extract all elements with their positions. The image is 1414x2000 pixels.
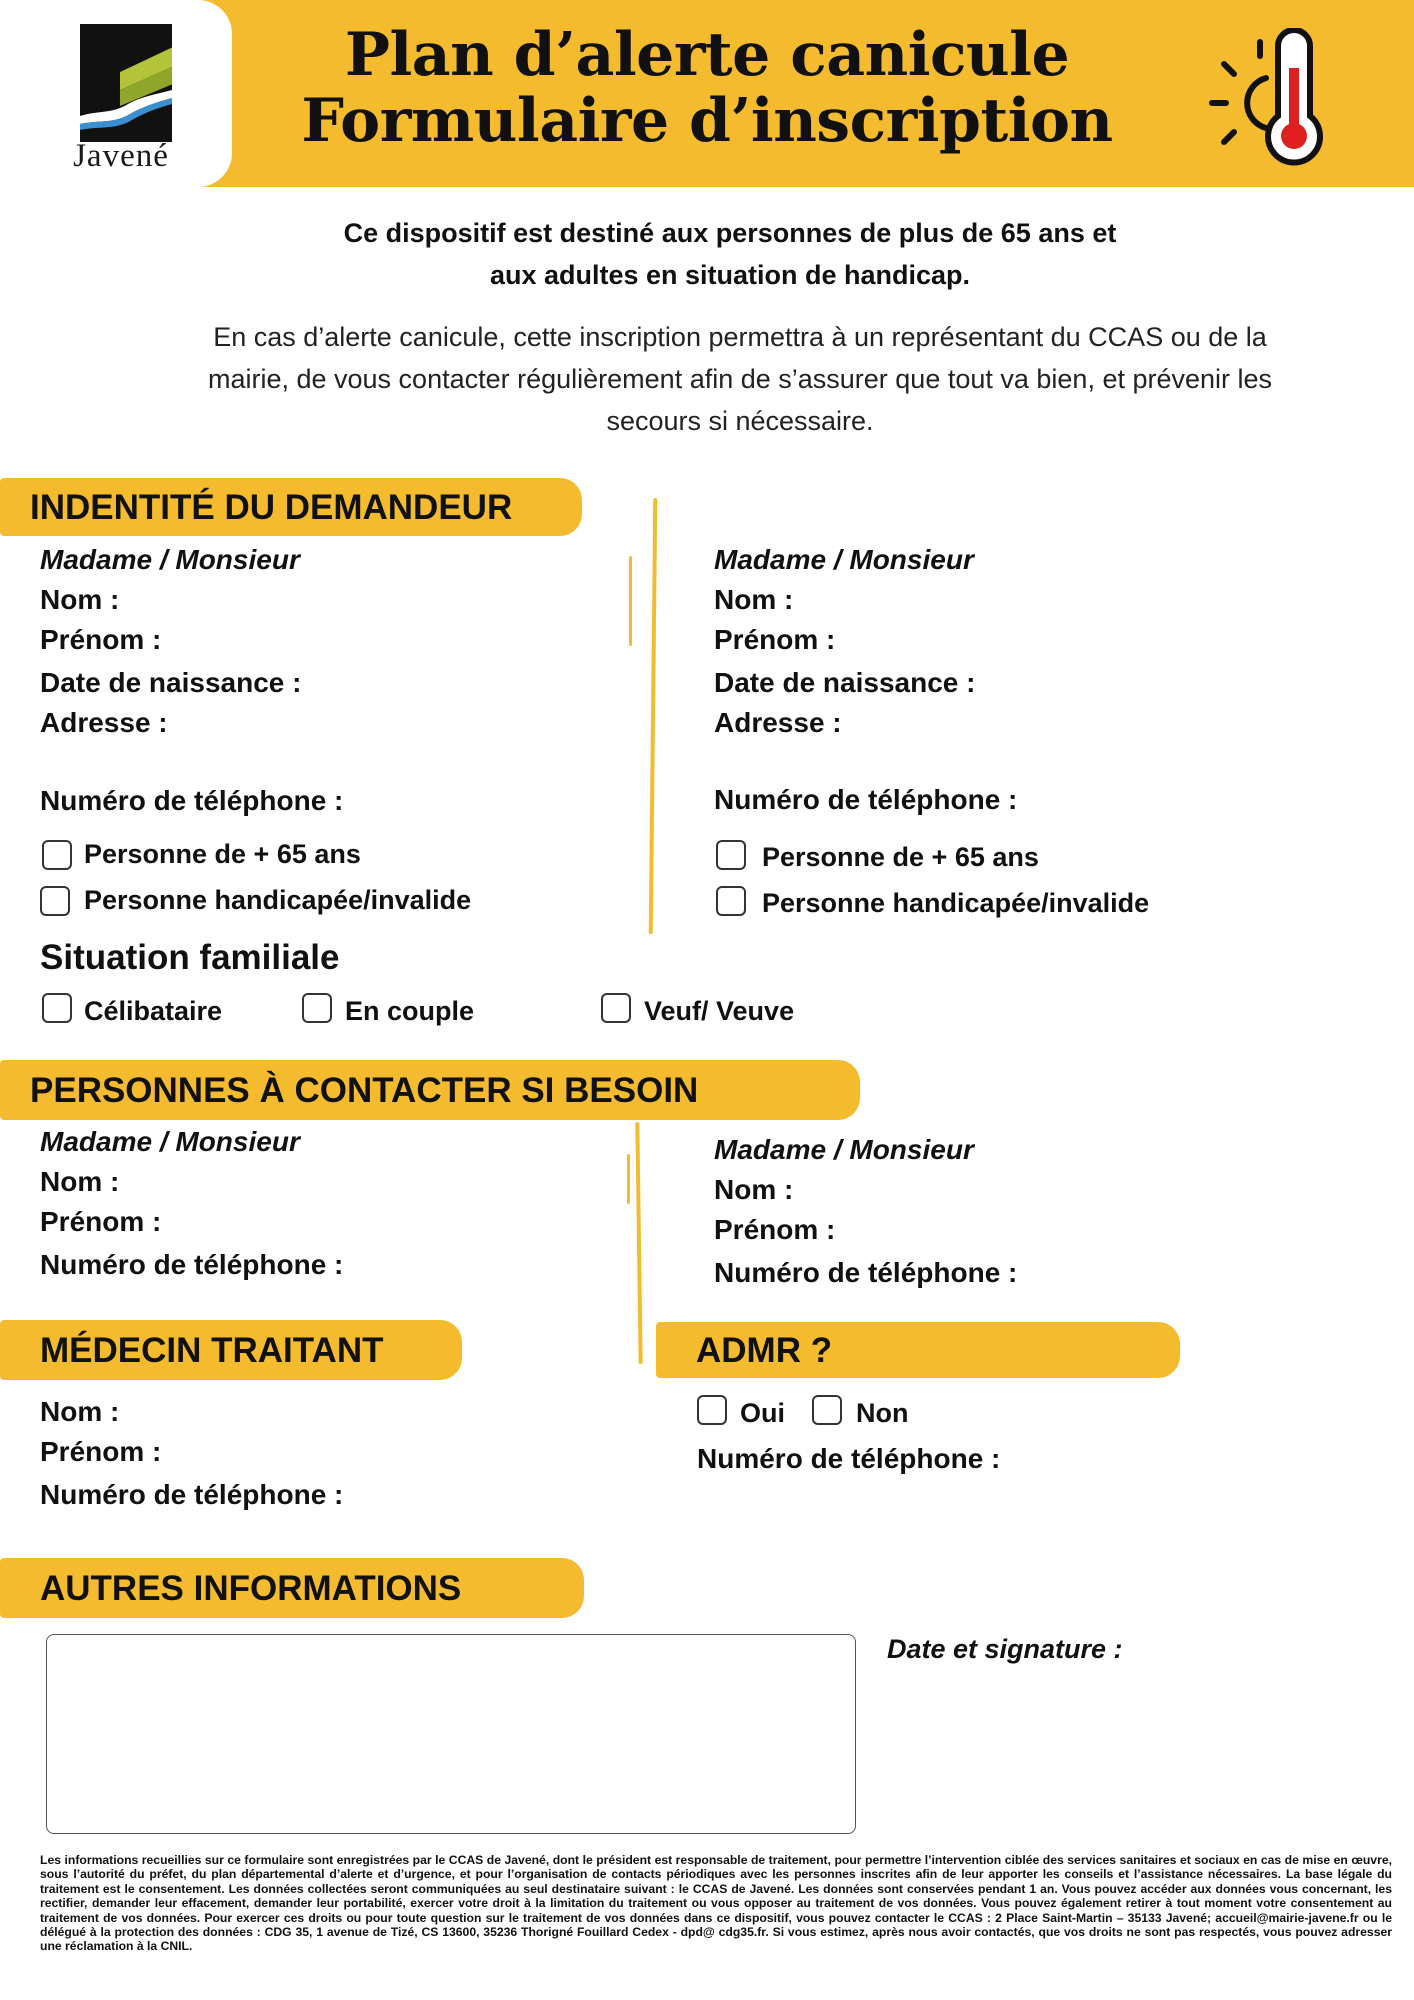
situation-veuf: Veuf/ Veuve [644,996,795,1026]
contacts-right-prenom: Prénom : [714,1214,836,1245]
situation-celibataire: Célibataire [84,996,223,1026]
identite-right-civilite: Madame / Monsieur [714,544,974,575]
situation-checkbox-veuf[interactable] [601,993,631,1023]
situation-couple: En couple [345,996,475,1026]
divider-contacts [635,1122,642,1364]
intro-bold-line1: Ce dispositif est destiné aux personnes de plus de 65 ans et [343,218,1117,248]
situation-checkbox-couple[interactable] [302,993,332,1023]
identite-left-checkbox-65[interactable] [42,840,72,870]
medecin-nom: Nom : [40,1396,120,1427]
divider-identite-stroke [629,556,632,646]
identite-left-prenom: Prénom : [40,624,162,655]
contacts-left-nom: Nom : [40,1166,120,1197]
identite-left-checkbox-handicap[interactable] [40,886,70,916]
situation-checkbox-celibataire[interactable] [42,993,72,1023]
identite-right-option-handicap: Personne handicapée/invalide [762,888,1150,918]
contacts-right-telephone: Numéro de téléphone : [714,1257,1018,1288]
admr-non: Non [856,1398,909,1428]
contacts-right-civilite: Madame / Monsieur [714,1134,974,1165]
identite-right-option-65: Personne de + 65 ans [762,842,1039,872]
identite-right-checkbox-handicap[interactable] [716,886,746,916]
javene-logo-icon [80,24,172,142]
contacts-left-civilite: Madame / Monsieur [40,1126,300,1157]
logo-text: Javené [73,138,169,174]
section-contacts-title: PERSONNES À CONTACTER SI BESOIN [0,1060,860,1120]
identite-left-adresse: Adresse : [40,707,168,738]
page-title-line1: Plan d’alerte canicule [344,20,1070,90]
identite-left-telephone: Numéro de téléphone : [40,785,344,816]
identite-right-adresse: Adresse : [714,707,842,738]
medecin-telephone: Numéro de téléphone : [40,1479,344,1510]
contacts-left-prenom: Prénom : [40,1206,162,1237]
admr-checkbox-oui[interactable] [697,1395,727,1425]
section-identite-title: INDENTITÉ DU DEMANDEUR [0,478,582,536]
identite-left-naissance: Date de naissance : [40,667,302,698]
intro-line2: mairie, de vous contacter régulièrement afin de s’assurer que tout va bien, et prévenir les [207,364,1273,394]
situation-title: Situation familiale [40,938,340,977]
page-title-line2: Formulaire d’inscription [301,86,1113,156]
identite-right-naissance: Date de naissance : [714,667,976,698]
logo-area [0,0,232,187]
admr-telephone: Numéro de téléphone : [697,1443,1001,1474]
identite-left-option-handicap: Personne handicapée/invalide [84,885,472,915]
identite-left-civilite: Madame / Monsieur [40,544,300,575]
divider-identite [649,498,658,934]
divider-contacts-stroke [627,1154,630,1204]
section-autres-title: AUTRES INFORMATIONS [0,1558,584,1618]
legal-notice: Les informations recueillies sur ce formulaire sont enregistrées par le CCAS de Javené, dont le président est responsable de traitement, pour permettre l’intervention ciblée des services sanitaires et sociaux en cas de mise en œuvre, sous l’autorité du préfet, du plan départemental d’alerte et d’urgence, et pour l’organisation de contacts périodiques avec les personnes inscrites afin de leur apporter les conseils et l’assistance nécessaires. La base légale du traitement est le consentement. Les données collectées seront communiquées au seul destinataire suivant : le CCAS de Javené. Les données sont conservées pendant 1 an. Vous pouvez accéder aux données vous concernant, les rectifier, demander leur effacement, demander leur portabilité, exercer votre droit à la limitation du traitement ou vous opposer au traitement de vos données. Vous pouvez également retirer à tout moment votre consentement au traitement de vos données. Pour exercer ces droits ou pour toute question sur le traitement de vos données dans ce dispositif, vous pouvez contacter le CCAS : 2 Place Saint-Martin – 35133 Javené; accueil@mairie-javene.fr ou le délégué à la protection des données : CDG 35, 1 avenue de Tizé, CS 13600, 35236 Thorigné Fouillard Cedex - dpd@ cdg35.fr. Si vous estimez, après nous avoir contactés, que vos droits ne sont pas respectés, vous pouvez adresser une réclamation à la CNIL. [40,1853,1392,1954]
date-signature-label: Date et signature : [887,1634,1123,1664]
sun-thermometer-icon [1208,28,1338,168]
contacts-left-telephone: Numéro de téléphone : [40,1249,344,1280]
autres-informations-textarea[interactable] [46,1634,856,1834]
identite-right-telephone: Numéro de téléphone : [714,784,1018,815]
contacts-right-nom: Nom : [714,1174,794,1205]
medecin-prenom: Prénom : [40,1436,162,1467]
admr-checkbox-non[interactable] [812,1395,842,1425]
intro-line3: secours si nécessaire. [606,406,874,436]
admr-oui: Oui [740,1398,785,1428]
identite-right-checkbox-65[interactable] [716,840,746,870]
section-medecin-title: MÉDECIN TRAITANT [0,1320,462,1380]
section-admr-title: ADMR ? [656,1322,1180,1378]
identite-right-prenom: Prénom : [714,624,836,655]
intro-bold-line2: aux adultes en situation de handicap. [489,260,971,290]
intro-line1: En cas d’alerte canicule, cette inscription permettra à un représentant du CCAS ou de la [213,322,1267,352]
identite-left-option-65: Personne de + 65 ans [84,839,361,869]
identite-left-nom: Nom : [40,584,120,615]
identite-right-nom: Nom : [714,584,794,615]
